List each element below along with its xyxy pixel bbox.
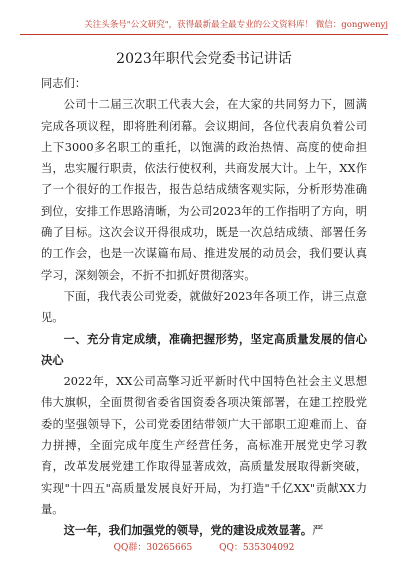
section-heading-1: 一、充分肯定成绩，准确把握形势，坚定高质量发展的信心决心 <box>41 332 367 367</box>
document-title: 2023年职代会党委书记讲话 <box>116 51 292 67</box>
paragraph-4-bold-lead: 这一年，我们加强党的领导，党的建设成效显著。 <box>63 524 313 538</box>
paragraph-4-tail: 严 <box>312 524 324 538</box>
footer-contact <box>0 540 408 553</box>
footer-qq: QQ：535304092 <box>219 543 295 553</box>
paragraph-2: 下面，我代表公司党委，就做好2023年各项工作，讲三点意见。 <box>41 289 367 325</box>
header-promo-text: 关注头条号"公文研究"，获得最新最全最专业的公文资料库！ 微信：gongwenyj <box>84 20 388 30</box>
paragraph-4 <box>41 520 367 541</box>
document-body <box>41 73 367 542</box>
greeting: 同志们： <box>41 77 87 90</box>
header-divider <box>20 34 388 35</box>
footer-qq-group: QQ群：30265665 <box>113 543 193 553</box>
paragraph-1: 公司十二届三次职工代表大会，在大家的共同努力下，圆满完成各项议程，即将胜利闭幕。会议期间，各位代表肩负着公司上下3000多名职工的重托，以饱满的政治热情、高度的使命担当，忠实履行职责，依法行使权利，共商发展大计。上午，XX作了一个很好的工作报告，报告总结成绩客观实际，分析形势准确到位，安排工作思路清晰，为公司2023年的工作指明了方向，明确了目标。这次会议开得很成功，既是一次总结成绩、部署任务的工作会，也是一次谋篇布局、推进发展的动员会，我们要认真学习，深刻领会，不折不扣抓好贯彻落实。 <box>41 98 367 282</box>
paragraph-3: 2022年，XX公司高擎习近平新时代中国特色社会主义思想伟大旗帜，全面贯彻省委省国资委各项决策部署，在建工控股党委的坚强领导下，公司党委团结带领广大干部职工迎难而上、奋力拼搏，全面完成年度生产经营任务，高标准开展党史学习教育，改革发展党建工作取得显著成效，高质量发展取得新突破，实现"十四五"高质量发展良好开局，为打造"千亿XX"贡献XX力量。 <box>41 375 367 516</box>
